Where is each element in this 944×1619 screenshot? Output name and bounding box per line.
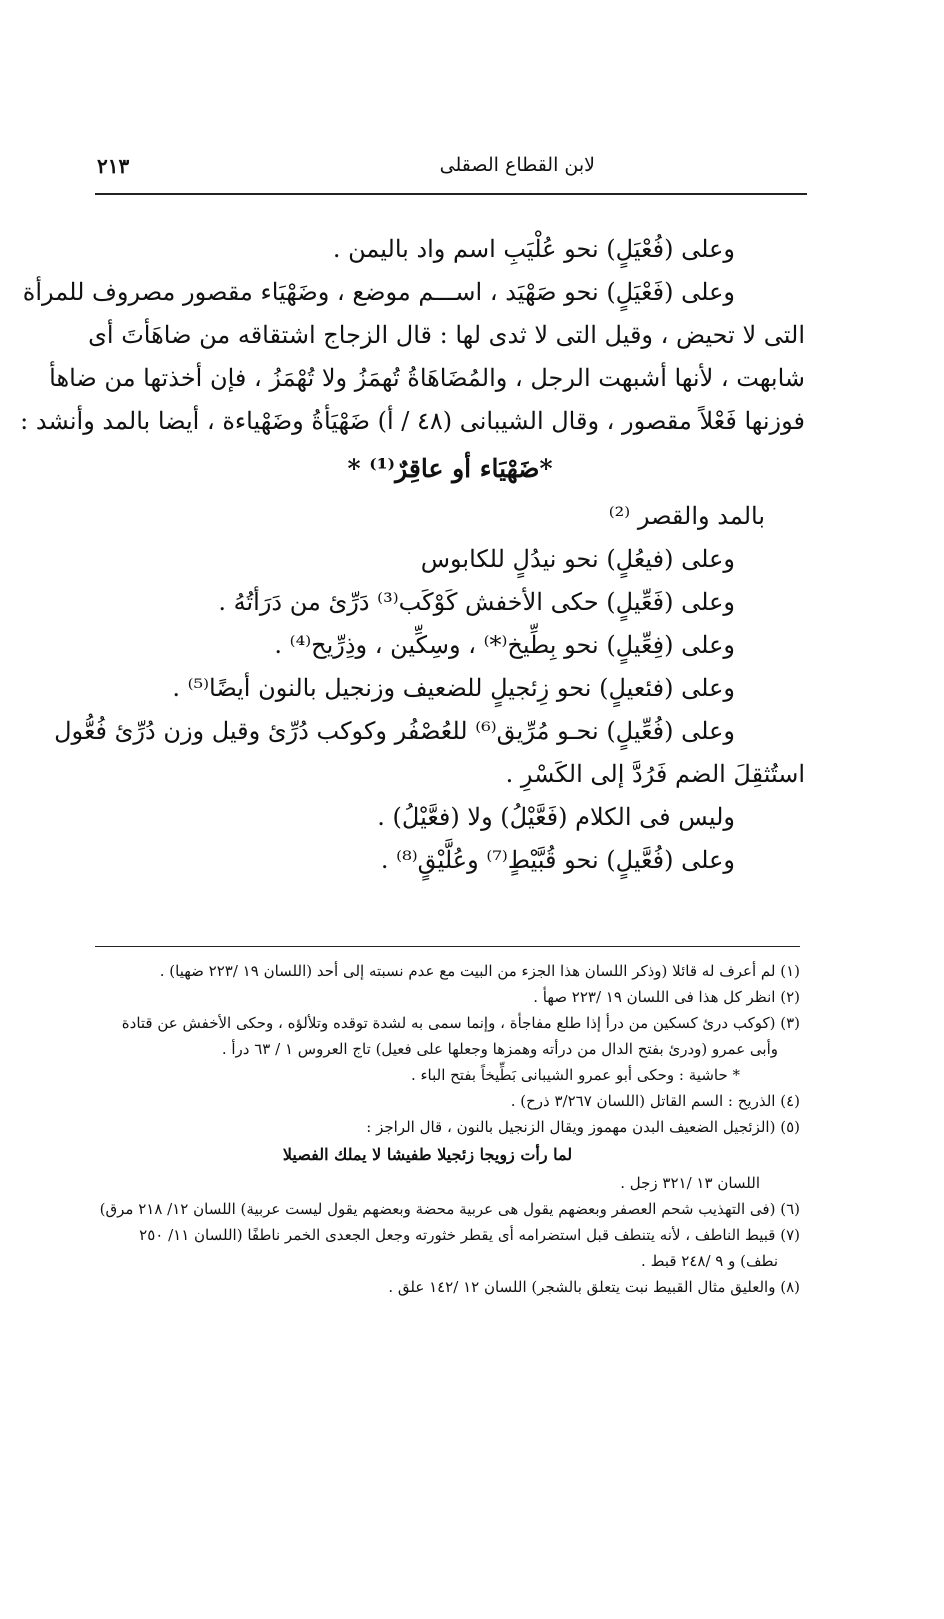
text-line: وعلى (فُعِّيلٍ) نحـو مُرِّيق⁽⁶⁾ للعُصْفُر وكوكب دُرِّئ وقيل وزن دُرِّئ فُعُّول — [54, 717, 735, 745]
text-line: التى لا تحيض ، وقيل التى لا ثدى لها : قال الزجاج اشتقاقه من ضاهَأتَ أى — [88, 321, 805, 349]
text-line: وعلى (فئعيلٍ) نحو زِئجيلٍ للضعيف وزنجيل بالنون أيضًا⁽⁵⁾ . — [172, 674, 735, 702]
footnote-separator — [95, 946, 800, 947]
text-line: وليس فى الكلام (فَعَّيْلُ) ولا (فعَّيْلُ) . — [377, 803, 735, 831]
text-line: شابهت ، لأنها أشبهت الرجل ، والمُضَاهَاةُ تُهمَزُ ولا تُهْمَزُ ، فإن أخذتها من ضاهأ — [49, 364, 805, 392]
footnote: (٨) والعليق مثال القبيط نبت يتعلق بالشجر) اللسان ١٢ /١٤٢ علق . — [388, 1278, 800, 1296]
text-line: وعلى (فِعِّيلٍ) نحو بِطِّيخ⁽*⁾ ، وسِكِّين ، وذِرِّيح⁽⁴⁾ . — [274, 631, 735, 659]
text-line: فوزنها فَعْلاً مقصور ، وقال الشيبانى (٤٨ / أ) ضَهْيَأةُ وضَهْياءة ، أيضا بالمد وأنشد : — [20, 407, 805, 435]
text-line: وعلى (فُعَّيلٍ) نحو قُبَّيْطٍ⁽⁷⁾ وعُلَّيْقٍ⁽⁸⁾ . — [380, 846, 735, 874]
footnote-source: اللسان ١٣ /٣٢١ زجل . — [620, 1174, 760, 1192]
text-line: وعلى (فَعْيَلٍ) نحو صَهْيَد ، اســـم موضع ، وضَهْيَاء مقصور مصروف للمرأة — [22, 278, 735, 306]
footnote: (٤) الذريح : السم القاتل (اللسان ٣/٢٦٧ ذرح) . — [510, 1092, 800, 1110]
running-header — [95, 150, 805, 186]
verse-line: *ضَهْيَاء أو عاقِرٌ⁽¹⁾ * — [347, 454, 553, 483]
footnote: (٢) انظر كل هذا فى اللسان ١٩ /٢٢٣ صهأ . — [533, 988, 800, 1006]
footnote: (٦) (فى التهذيب شحم العصفر وبعضهم يقول هى عربية محضة وبعضهم يقول ليست عربية) اللسان ١٢/ ٢١٨ مرق) — [99, 1200, 800, 1218]
text-line: وعلى (فيعُلٍ) نحو نيدُلٍ للكابوس — [420, 545, 735, 573]
footnote-continuation: وأبى عمرو (ودرئ بفتح الدال من درأته وهمزها وجعلها على فعيل) تاج العروس ١ / ٦٣ درأ . — [221, 1040, 778, 1058]
footnote: (٥) (الزئجيل الضعيف البدن مهموز ويقال الزنجيل بالنون ، قال الراجز : — [366, 1118, 800, 1136]
running-title: لابن القطاع الصقلى — [439, 154, 595, 176]
text-line: بالمد والقصر ⁽²⁾ — [608, 502, 765, 530]
main-text — [20, 228, 805, 882]
page-number: ٢١٣ — [97, 154, 130, 178]
text-line: استُثقِلَ الضم فَرُدَّ إلى الكَسْرِ . — [505, 760, 805, 788]
text-line: وعلى (فَعِّيلٍ) حكى الأخفش كَوْكَب⁽³⁾ دَرِّئ من دَرَأتُهُ . — [218, 588, 735, 616]
footnote: (٧) قبيط الناطف ، لأنه يتنطف قبل استضرامه أى يقطر خثورته وجعل الجعدى الخمر ناطفًا (اللسان ١١/ ٢٥٠ — [139, 1226, 800, 1244]
text-line: وعلى (فُعْيَلٍ) نحو عُلْيَبِ اسم واد باليمن . — [332, 235, 735, 263]
footnotes — [95, 958, 800, 1300]
footnote: (١) لم أعرف له قائلا (وذكر اللسان هذا الجزء من البيت مع عدم نسبته إلى أحد (اللسان ١٩ /٢٢٣ ضهيا) . — [159, 962, 800, 980]
footnote-marginal-note: * حاشية : وحكى أبو عمرو الشيبانى بَطِّيخاً بفتح الباء . — [410, 1066, 740, 1084]
header-rule — [95, 193, 807, 195]
footnote: (٣) (كوكب درئ كسكين من درأ إذا طلع مفاجأة ، وإنما سمى به لشدة توقده وتلألؤه ، وحكى الأخفش عن قتادة — [121, 1014, 800, 1032]
footnote-continuation: نطف) و ٩ /٢٤٨ قبط . — [641, 1252, 778, 1270]
footnote-verse: لما رأت زويجا زئجيلا طفيشا لا يملك الفصيلا — [282, 1145, 573, 1164]
